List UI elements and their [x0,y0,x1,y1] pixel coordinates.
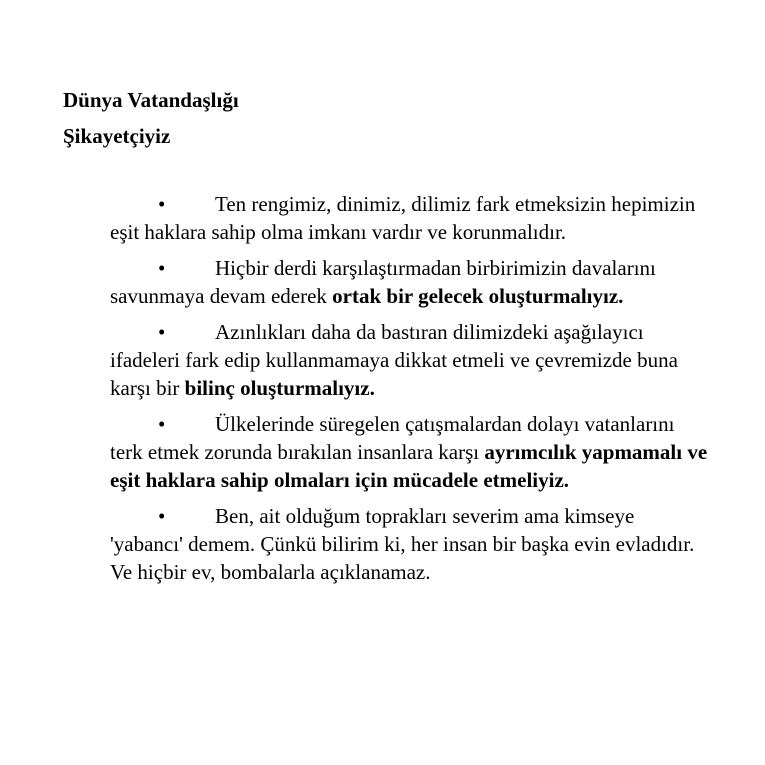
bullet-icon: • [158,192,166,216]
page-title: Dünya Vatandaşlığı [63,88,239,112]
list-item [110,502,710,586]
bullet-icon: • [158,504,166,528]
list-item [110,190,710,246]
bullet-icon: • [158,320,166,344]
list-item-bold-text: bilinç oluşturmalıyız. [184,376,375,400]
bullet-list [110,190,710,594]
list-item-text: Hiçbir derdi karşılaştırmadan birbirimizin davalarını savunmaya devam ederek [110,256,656,308]
list-item-text: Azınlıkları daha da bastıran dilimizdeki aşağılayıcı ifadeleri fark edip kullanmamaya dikkat etmeli ve çevremizde buna karşı bir [110,320,678,400]
list-item [110,318,710,402]
list-item-text: Ben, ait olduğum toprakları severim ama kimseye 'yabancı' demem. Çünkü bilirim ki, her insan bir başka evin evladıdır. Ve hiçbir ev, bombalarla açıklanamaz. [110,504,695,584]
bullet-icon: • [158,256,166,280]
section-heading: Şikayetçiyiz [63,124,171,148]
list-item-text: Ten rengimiz, dinimiz, dilimiz fark etmeksizin hepimizin eşit haklara sahip olma imkanı vardır ve korunmalıdır. [110,192,696,244]
list-item-bold-text: ayrımcılık yapmamalı ve eşit haklara sahip olmaları için mücadele etmeliyiz. [110,440,708,492]
list-item-bold-text: ortak bir gelecek oluşturmalıyız. [332,284,624,308]
list-item [110,410,710,494]
bullet-icon: • [158,412,166,436]
list-item [110,254,710,310]
list-item-text: Ülkelerinde süregelen çatışmalardan dolayı vatanlarını terk etmek zorunda bırakılan insanlara karşı [110,412,675,464]
